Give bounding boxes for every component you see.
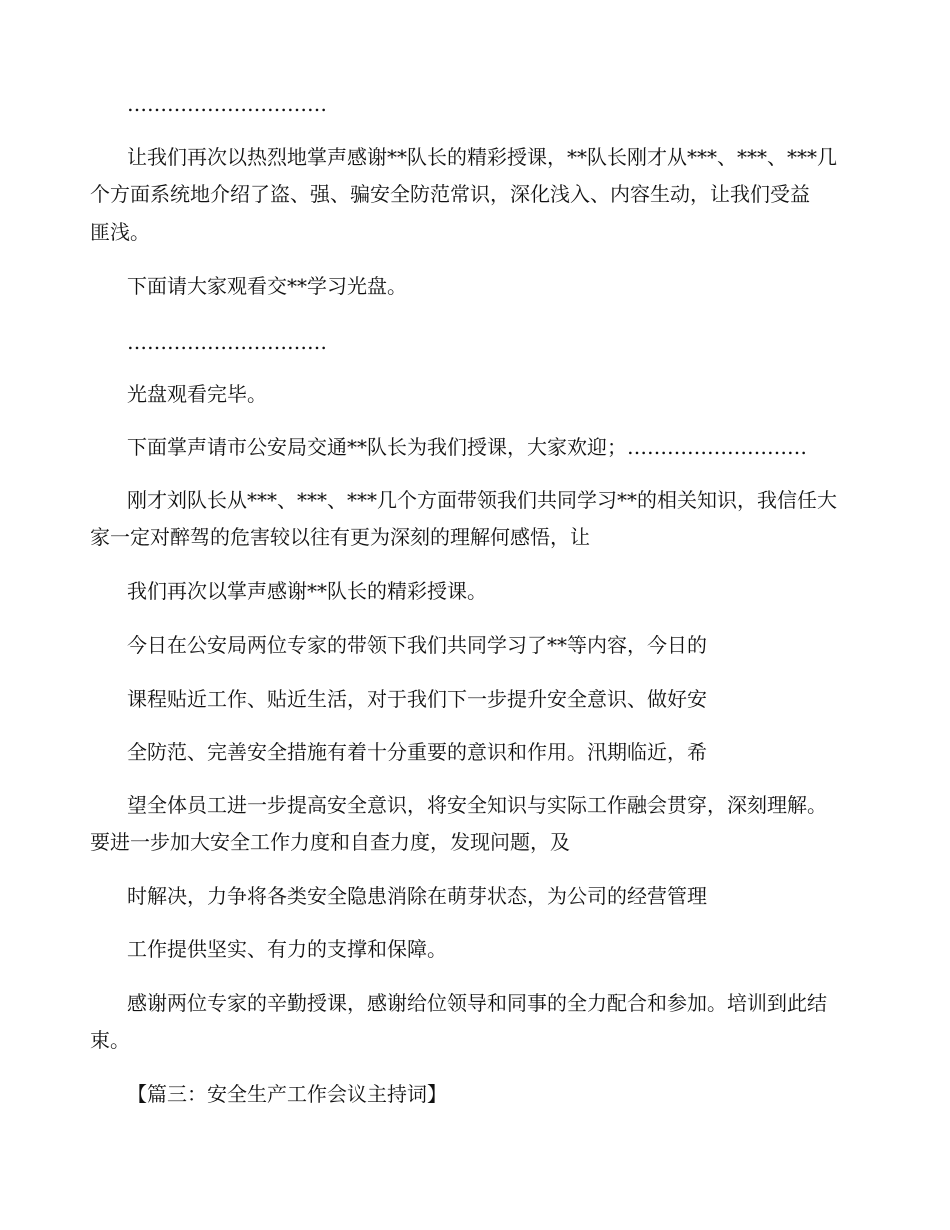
paragraph-line: 让我们再次以热烈地掌声感谢**队长的精彩授课，**队长刚才从***、***、***几 <box>127 145 837 169</box>
paragraph-line: 下面请大家观看交**学习光盘。 <box>127 274 407 298</box>
paragraph-line: 要进一步加大安全工作力度和自查力度，发现问题，及 <box>90 830 570 854</box>
ellipsis-line: ………………………… <box>127 330 327 354</box>
paragraph-line: 我们再次以掌声感谢**队长的精彩授课。 <box>127 579 487 603</box>
paragraph-line: 课程贴近工作、贴近生活，对于我们下一步提升安全意识、做好安 <box>127 687 707 711</box>
paragraph-line: 束。 <box>90 1028 130 1052</box>
paragraph-line: 今日在公安局两位专家的带领下我们共同学习了**等内容，今日的 <box>127 633 707 657</box>
paragraph-line: 个方面系统地介绍了盗、强、骗安全防范常识，深化浅入、内容生动，让我们受益 <box>90 182 810 206</box>
section-heading: 【篇三：安全生产工作会议主持词】 <box>127 1082 447 1106</box>
paragraph-line: 刚才刘队长从***、***、***几个方面带领我们共同学习**的相关知识，我信任大 <box>127 488 837 512</box>
paragraph-line: 下面掌声请市公安局交通**队长为我们授课，大家欢迎；……………………… <box>127 435 807 459</box>
paragraph-line: 时解决，力争将各类安全隐患消除在萌芽状态，为公司的经营管理 <box>127 884 707 908</box>
paragraph-line: 全防范、完善安全措施有着十分重要的意识和作用。汛期临近，希 <box>127 740 707 764</box>
paragraph-line: 匪浅。 <box>90 220 150 244</box>
paragraph-line: 望全体员工进一步提高安全意识，将安全知识与实际工作融会贯穿，深刻理解。 <box>127 793 827 817</box>
paragraph-line: 感谢两位专家的辛勤授课，感谢给位领导和同事的全力配合和参加。培训到此结 <box>127 991 827 1015</box>
ellipsis-line: ………………………… <box>127 92 327 116</box>
paragraph-line: 工作提供坚实、有力的支撑和保障。 <box>127 937 447 961</box>
paragraph-line: 家一定对醉驾的危害较以往有更为深刻的理解何感悟，让 <box>90 525 590 549</box>
paragraph-line: 光盘观看完毕。 <box>127 382 267 406</box>
